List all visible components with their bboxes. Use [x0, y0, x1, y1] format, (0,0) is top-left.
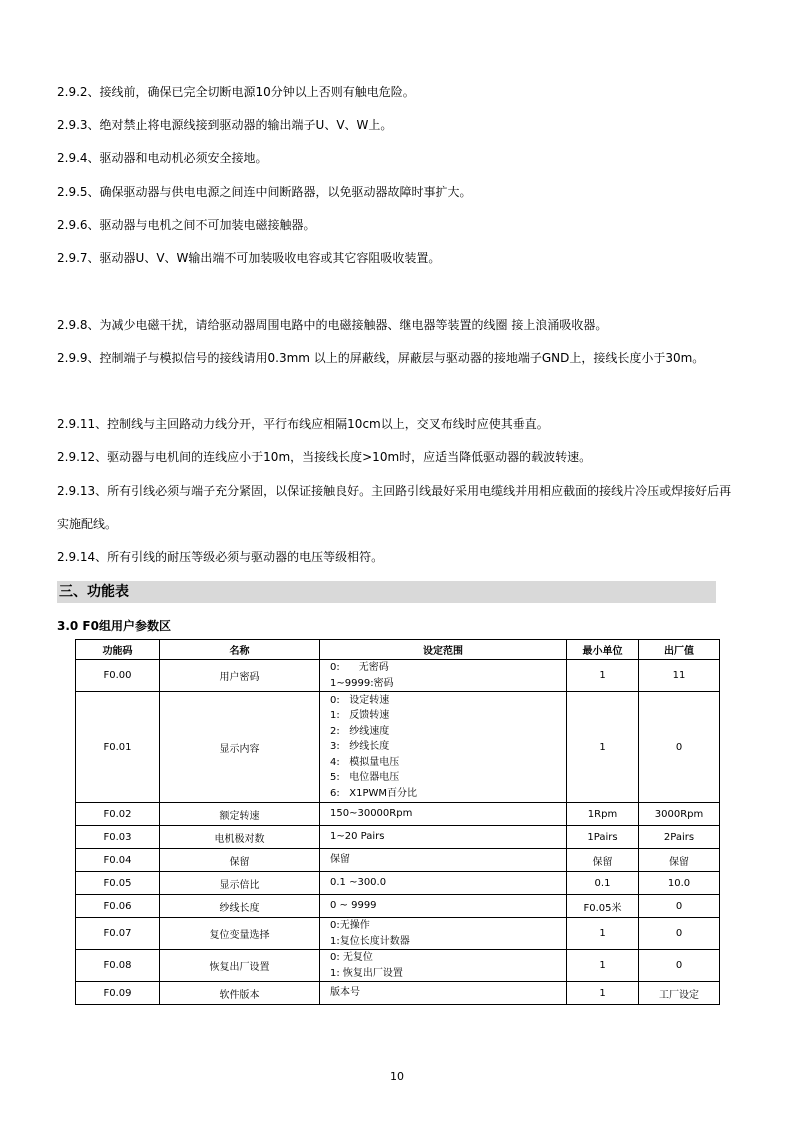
cell-factory-default: 保留: [639, 849, 720, 872]
paragraph-2-9-4: 2.9.4、驱动器和电动机必须安全接地。: [57, 151, 268, 165]
range-line: 150~30000Rpm: [330, 808, 413, 820]
header-setting-range: 设定范围: [320, 640, 567, 660]
cell-factory-default: 0: [639, 692, 720, 803]
cell-setting-range: [320, 872, 567, 895]
paragraph-2-9-3: 2.9.3、绝对禁止将电源线接到驱动器的输出端子U、V、W上。: [57, 118, 393, 132]
cell-factory-default: 0: [639, 950, 720, 982]
cell-setting-range: [320, 692, 567, 803]
range-line: 保留: [330, 854, 350, 866]
cell-name: 电机极对数: [160, 826, 320, 849]
cell-function-code: F0.09: [76, 982, 160, 1005]
cell-factory-default: 0: [639, 918, 720, 950]
cell-setting-range: [320, 660, 567, 692]
cell-factory-default: 工厂设定: [639, 982, 720, 1005]
section-heading-bar: [57, 581, 716, 603]
cell-setting-range: [320, 950, 567, 982]
cell-factory-default: 0: [639, 895, 720, 918]
parameter-table: [75, 639, 720, 1005]
cell-function-code: F0.04: [76, 849, 160, 872]
header-name: 名称: [160, 640, 320, 660]
paragraph-2-9-5: 2.9.5、确保驱动器与供电电源之间连中间断路器，以免驱动器故障时事扩大。: [57, 185, 472, 199]
cell-factory-default: 3000Rpm: [639, 803, 720, 826]
cell-min-unit: 1Rpm: [567, 803, 639, 826]
range-line: 1~9999:密码: [330, 677, 394, 689]
cell-function-code: F0.00: [76, 660, 160, 692]
cell-min-unit: F0.05米: [567, 895, 639, 918]
range-line: 0 ~ 9999: [330, 900, 377, 912]
cell-factory-default: 11: [639, 660, 720, 692]
table-row: [76, 660, 720, 692]
table-row: [76, 950, 720, 982]
range-line: 1~20 Pairs: [330, 831, 385, 843]
cell-min-unit: 1: [567, 660, 639, 692]
paragraph-2-9-14: 2.9.14、所有引线的耐压等级必须与驱动器的电压等级相符。: [57, 550, 384, 564]
paragraph-2-9-8: 2.9.8、为减少电磁干扰，请给驱动器周围电路中的电磁接触器、继电器等装置的线圈 接上浪涌吸收器。: [57, 318, 608, 332]
cell-name: 显示倍比: [160, 872, 320, 895]
range-line: 1: 恢复出厂设置: [330, 967, 403, 979]
range-line: 4: 模拟量电压: [330, 756, 400, 768]
range-line: 1: 反馈转速: [330, 710, 390, 722]
cell-function-code: F0.03: [76, 826, 160, 849]
table-row: [76, 826, 720, 849]
paragraph-2-9-2: 2.9.2、接线前，确保已完全切断电源10分钟以上否则有触电危险。: [57, 85, 415, 99]
cell-min-unit: 1Pairs: [567, 826, 639, 849]
cell-name: 恢复出厂设置: [160, 950, 320, 982]
range-line: 2: 纱线速度: [330, 725, 390, 737]
cell-name: 保留: [160, 849, 320, 872]
cell-function-code: F0.01: [76, 692, 160, 803]
table-row: [76, 692, 720, 803]
cell-min-unit: 1: [567, 982, 639, 1005]
paragraph-2-9-11: 2.9.11、控制线与主回路动力线分开，平行布线应相隔10cm以上，交叉布线时应使其垂直。: [57, 417, 549, 431]
cell-function-code: F0.06: [76, 895, 160, 918]
cell-factory-default: 10.0: [639, 872, 720, 895]
cell-name: 用户密码: [160, 660, 320, 692]
range-line: 0.1 ~300.0: [330, 877, 387, 889]
paragraph-2-9-6: 2.9.6、驱动器与电机之间不可加装电磁接触器。: [57, 218, 316, 232]
table-header-row: [76, 640, 720, 660]
cell-name: 复位变量选择: [160, 918, 320, 950]
range-line: 0: 无复位: [330, 952, 373, 963]
subsection-title: 3.0 F0组用户参数区: [57, 619, 171, 633]
cell-min-unit: 1: [567, 692, 639, 803]
range-line: 0: 设定转速: [330, 694, 390, 706]
range-line: 0: 无密码: [330, 662, 389, 673]
range-line: 6: X1PWM百分比: [330, 787, 418, 799]
table-row: [76, 982, 720, 1005]
cell-name: 纱线长度: [160, 895, 320, 918]
table-row: [76, 895, 720, 918]
table-row: [76, 872, 720, 895]
range-line: 5: 电位器电压: [330, 772, 400, 784]
cell-factory-default: 2Pairs: [639, 826, 720, 849]
paragraph-2-9-13: 2.9.13、所有引线必须与端子充分紧固，以保证接触良好。主回路引线最好采用电缆线并用相应截面的接线片冷压或焊接好后再实施配线。: [57, 484, 732, 531]
cell-function-code: F0.05: [76, 872, 160, 895]
table-row: [76, 918, 720, 950]
cell-name: 额定转速: [160, 803, 320, 826]
cell-setting-range: [320, 895, 567, 918]
section-title: 三、功能表: [59, 584, 129, 600]
range-line: 0:无操作: [330, 920, 370, 931]
paragraph-2-9-9: 2.9.9、控制端子与模拟信号的接线请用0.3mm 以上的屏蔽线，屏蔽层与驱动器的接地端子GND上，接线长度小于30m。: [57, 351, 705, 365]
header-function-code: 功能码: [76, 640, 160, 660]
page-number: 10: [390, 1070, 404, 1083]
header-min-unit: 最小单位: [567, 640, 639, 660]
range-line: 3: 纱线长度: [330, 741, 390, 753]
cell-setting-range: [320, 918, 567, 950]
cell-function-code: F0.07: [76, 918, 160, 950]
range-line: 版本号: [330, 987, 360, 999]
cell-setting-range: [320, 849, 567, 872]
cell-function-code: F0.02: [76, 803, 160, 826]
cell-function-code: F0.08: [76, 950, 160, 982]
cell-setting-range: [320, 826, 567, 849]
cell-min-unit: 保留: [567, 849, 639, 872]
cell-name: 软件版本: [160, 982, 320, 1005]
cell-min-unit: 0.1: [567, 872, 639, 895]
cell-setting-range: [320, 982, 567, 1005]
range-line: 1:复位长度计数器: [330, 935, 410, 947]
cell-setting-range: [320, 803, 567, 826]
table-row: [76, 803, 720, 826]
cell-name: 显示内容: [160, 692, 320, 803]
table-row: [76, 849, 720, 872]
paragraph-2-9-12: 2.9.12、驱动器与电机间的连线应小于10m，当接线长度>10m时，应适当降低驱动器的载波转速。: [57, 450, 592, 464]
cell-min-unit: 1: [567, 918, 639, 950]
cell-min-unit: 1: [567, 950, 639, 982]
header-factory-default: 出厂值: [639, 640, 720, 660]
paragraph-2-9-7: 2.9.7、驱动器U、V、W输出端不可加装吸收电容或其它容阻吸收装置。: [57, 251, 441, 265]
